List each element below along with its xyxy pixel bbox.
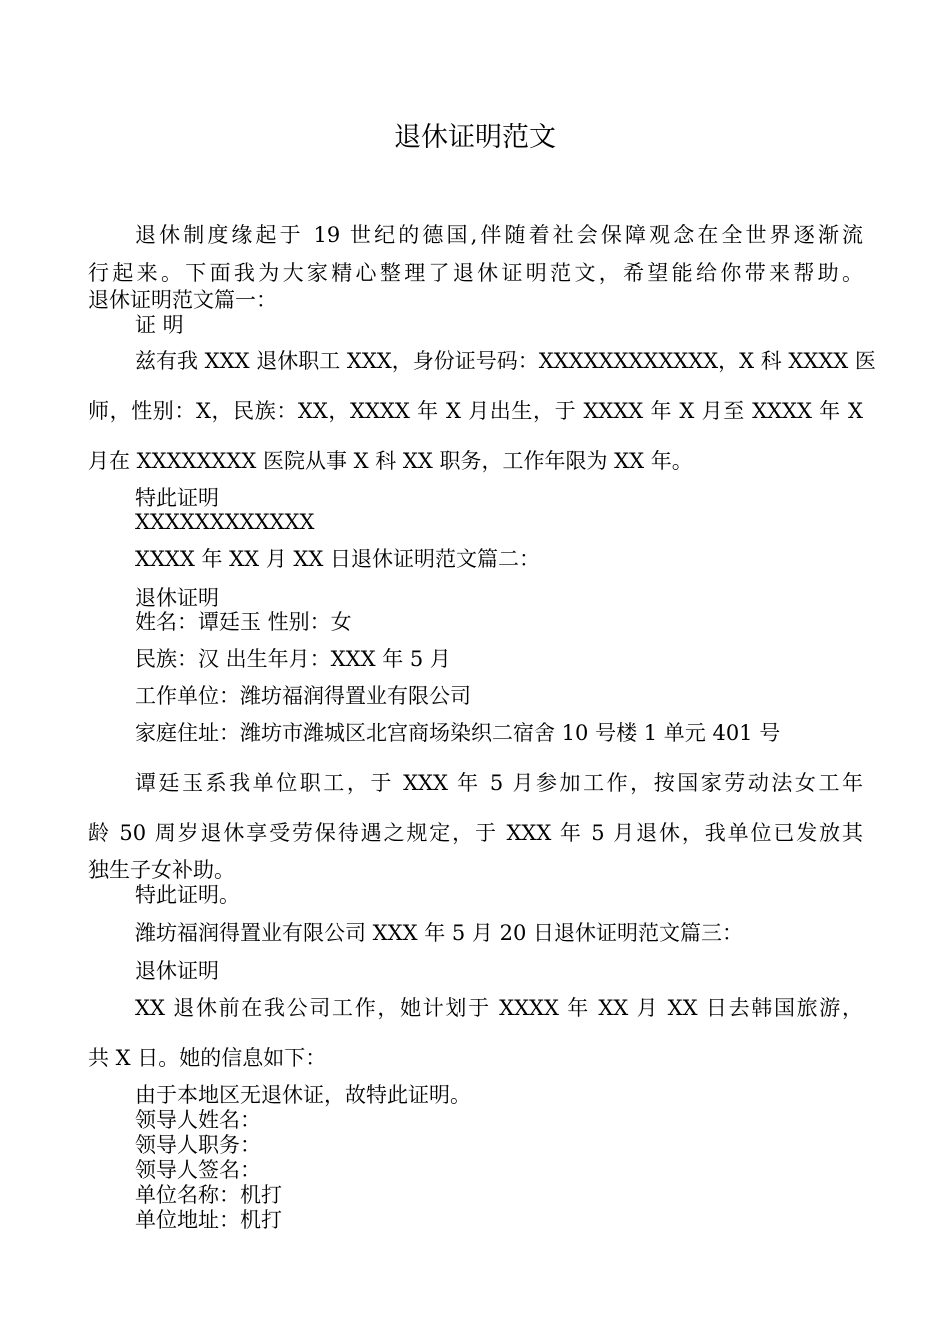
- sample1-subheading: 证 明: [135, 313, 184, 337]
- document-title: 退休证明范文: [394, 122, 556, 153]
- sample1-closing: 特此证明: [135, 486, 219, 510]
- sample2-subheading: 退休证明: [135, 586, 219, 610]
- sample1-body-line-2: 师，性别：X，民族：XX，XXXX 年 X 月出生，于 XXXX 年 X 月至 XXXX 年 X: [88, 399, 863, 423]
- sample1-signer: XXXXXXXXXXXX: [135, 510, 315, 534]
- intro-line-2: 行起来。下面我为大家精心整理了退休证明范文，希望能给你带来帮助。: [88, 261, 863, 285]
- sample2-closing: 特此证明。: [135, 883, 240, 907]
- sample2-body-line-2: 龄 50 周岁退休享受劳保待遇之规定，于 XXX 年 5 月退休，我单位已发放其: [88, 821, 863, 845]
- sample1-date-and-sample2-heading: XXXX 年 XX 月 XX 日退休证明范文篇二：: [135, 547, 540, 571]
- sample2-employer: 工作单位：潍坊福润得置业有限公司: [135, 684, 471, 708]
- sample3-note: 由于本地区无退休证，故特此证明。: [135, 1083, 471, 1107]
- sample2-name-gender: 姓名：谭廷玉 性别：女: [135, 610, 352, 634]
- sample2-address: 家庭住址：潍坊市潍城区北宫商场染织二宿舍 10 号楼 1 单元 401 号: [135, 721, 781, 745]
- sample2-body-line-1: 谭廷玉系我单位职工，于 XXX 年 5 月参加工作，按国家劳动法女工年: [135, 771, 863, 795]
- sample3-company-name: 单位名称：机打: [135, 1183, 282, 1207]
- sample3-subheading: 退休证明: [135, 959, 219, 983]
- intro-line-1: 退休制度缘起于 19 世纪的德国,伴随着社会保障观念在全世界逐渐流: [135, 223, 863, 247]
- sample2-body-line-3: 独生子女补助。: [88, 858, 235, 882]
- sample3-leader-title: 领导人职务：: [135, 1133, 261, 1157]
- sample1-heading: 退休证明范文篇一：: [88, 288, 277, 312]
- sample3-leader-signature: 领导人签名：: [135, 1158, 261, 1182]
- sample1-body-line-3: 月在 XXXXXXXX 医院从事 X 科 XX 职务，工作年限为 XX 年。: [88, 449, 693, 473]
- sample2-ethnicity-birth: 民族：汉 出生年月：XXX 年 5 月: [135, 647, 451, 671]
- sample3-company-address: 单位地址：机打: [135, 1208, 282, 1232]
- sample2-signer-and-sample3-heading: 潍坊福润得置业有限公司 XXX 年 5 月 20 日退休证明范文篇三：: [135, 921, 743, 945]
- sample3-body-line-1: XX 退休前在我公司工作，她计划于 XXXX 年 XX 月 XX 日去韩国旅游，: [135, 996, 863, 1020]
- sample3-leader-name: 领导人姓名：: [135, 1108, 261, 1132]
- sample3-body-line-2: 共 X 日。她的信息如下：: [88, 1046, 327, 1070]
- sample1-body-line-1: 兹有我 XXX 退休职工 XXX，身份证号码：XXXXXXXXXXXX，X 科 XXXX 医: [135, 349, 876, 373]
